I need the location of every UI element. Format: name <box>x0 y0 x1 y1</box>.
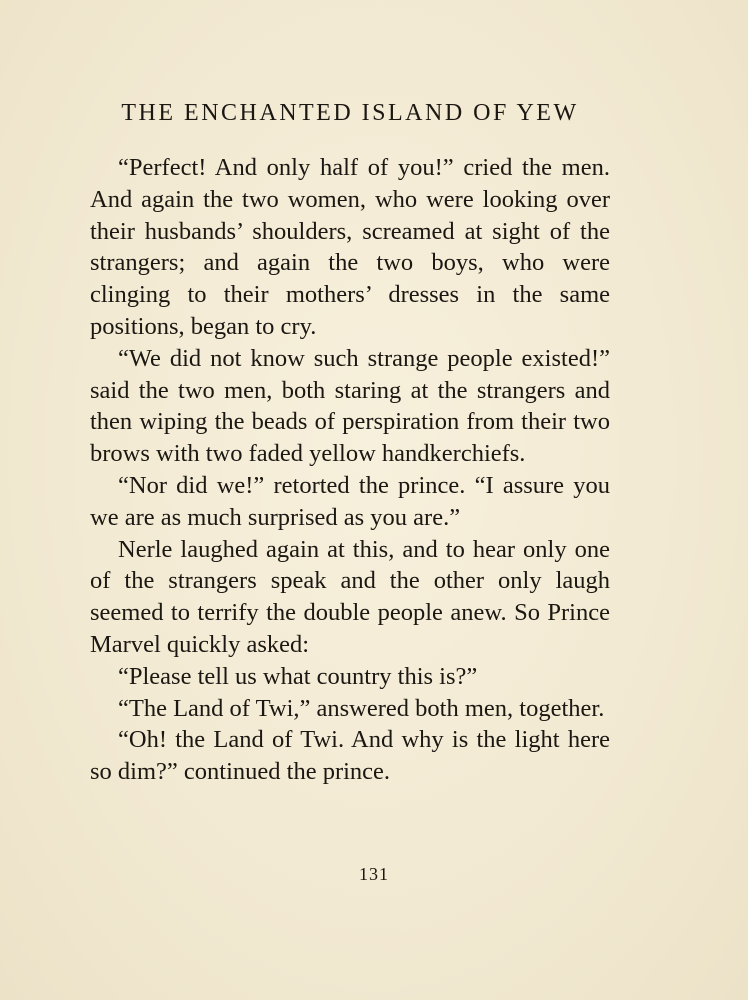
paragraph: “Nor did we!” retorted the prince. “I assure you we are as much surprised as you are.” <box>90 471 610 531</box>
paragraph: Nerle laughed again at this, and to hear only one of the strangers speak and the other only laugh seemed to terrify the double people anew. So Prince Marvel quickly asked: <box>90 535 610 658</box>
paragraph: “Oh! the Land of Twi. And why is the light here so dim?” continued the prince. <box>90 726 610 786</box>
running-head: THE ENCHANTED ISLAND OF YEW <box>121 100 579 126</box>
paragraph: “Perfect! And only half of you!” cried the men. And again the two women, who were looking over their husbands’ shoulders, screamed at sight of the strangers; and again the two boys, who were clinging to their mothers’ dresses in the same positions, began to cry. <box>90 154 610 340</box>
book-page <box>90 96 610 788</box>
paragraph: “We did not know such strange people existed!” said the two men, both staring at the strangers and then wiping the beads of perspiration from their two brows with two faded yellow handkerchiefs. <box>90 344 610 468</box>
paragraph: “The Land of Twi,” answered both men, together. <box>118 694 605 722</box>
body-text <box>90 152 610 788</box>
page-number: 131 <box>359 864 389 884</box>
paragraph: “Please tell us what country this is?” <box>118 662 478 690</box>
